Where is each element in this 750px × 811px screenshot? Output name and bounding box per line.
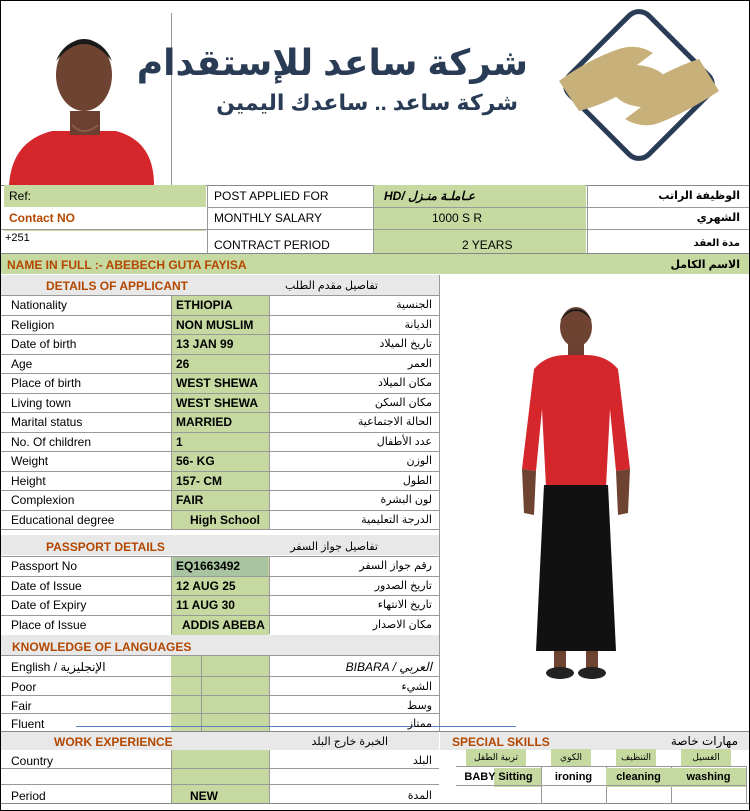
detail-ar: لون البشرة — [380, 494, 432, 506]
country-ar: البلد — [412, 755, 432, 767]
passport-ar: تاريخ الانتهاء — [377, 599, 432, 611]
detail-value: High School — [190, 513, 260, 527]
detail-ar: الوزن — [406, 455, 432, 467]
details-header: DETAILS OF APPLICANT — [46, 279, 188, 293]
detail-ar: العمر — [407, 358, 432, 370]
detail-ar: الجنسية — [396, 299, 432, 311]
hands-logo — [549, 19, 729, 161]
detail-label: No. Of children — [11, 435, 92, 449]
skill-item: BABY Sitting — [456, 768, 541, 787]
skill-item: washing — [671, 768, 746, 787]
phone-prefix: +251 — [5, 232, 30, 244]
detail-value: 56- KG — [176, 454, 215, 468]
skills-header: SPECIAL SKILLS — [452, 735, 550, 749]
full-name-ar: الاسم الكامل — [670, 259, 740, 271]
col-line — [171, 295, 172, 529]
skill-item: ironing — [554, 771, 593, 783]
skill-ar: الكوي — [551, 749, 591, 766]
salary-label: MONTHLY SALARY — [214, 211, 323, 225]
skills-header-ar: مهارات خاصة — [670, 734, 738, 748]
post-value: HD/ عـاملـة منـزل — [384, 189, 475, 203]
passport-ar: مكان الاصدار — [372, 619, 432, 631]
detail-value: 26 — [176, 357, 190, 371]
col-line — [746, 766, 747, 804]
period-value: NEW — [190, 789, 218, 803]
col-line — [269, 295, 270, 529]
period-ar: المدة — [407, 790, 432, 802]
detail-value: 1 — [176, 435, 183, 449]
detail-ar: الدرجة التعليمية — [361, 514, 432, 526]
passport-value: ADDIS ABEBA — [182, 618, 265, 632]
detail-value: ETHIOPIA — [176, 298, 233, 312]
detail-value: 13 JAN 99 — [176, 337, 234, 351]
row-line — [1, 529, 439, 530]
detail-label: Age — [11, 357, 33, 371]
lang-fluent: Fluent — [11, 717, 45, 731]
detail-label: Educational degree — [11, 513, 115, 527]
lang-fair: Fair — [11, 699, 32, 713]
lang-fair-ar: وسط — [407, 700, 432, 712]
detail-value: NON MUSLIM — [176, 318, 254, 332]
detail-label: Complexion — [11, 493, 75, 507]
passport-ar: رقم جواز السفر — [359, 560, 432, 572]
full-body-photo — [506, 299, 646, 691]
post-ar: الوظيفة الراتب — [658, 190, 740, 202]
col-line — [269, 556, 270, 634]
detail-label: Religion — [11, 318, 55, 332]
lang-english: English / الإنجليزية — [11, 660, 106, 674]
detail-value: FAIR — [176, 493, 204, 507]
passport-value: 11 AUG 30 — [176, 598, 235, 612]
detail-value: WEST SHEWA — [176, 376, 259, 390]
detail-label: Marital status — [11, 415, 83, 429]
detail-ar: الحالة الاجتماعية — [357, 416, 432, 428]
passport-label: Passport No — [11, 559, 78, 573]
detail-value: 157- CM — [176, 474, 223, 488]
contract-label: CONTRACT PERIOD — [214, 238, 330, 252]
work-header-ar: الخبرة خارج البلد — [311, 736, 388, 748]
detail-value: MARRIED — [176, 415, 232, 429]
company-name: شركة ساعد للإستقدام — [136, 42, 528, 83]
company-slogan: شركة ساعد .. ساعدك اليمين — [216, 90, 518, 115]
lang-poor-ar: الشيء — [401, 681, 432, 693]
full-name: NAME IN FULL :- ABEBECH GUTA FAYISA — [7, 258, 247, 272]
detail-label: Place of birth — [11, 376, 82, 390]
detail-ar: تاريخ الميلاد — [379, 338, 432, 350]
detail-ar: مكان الميلاد — [377, 377, 432, 389]
detail-value: WEST SHEWA — [176, 396, 259, 410]
lang-fluent-ar: ممتاز — [407, 718, 432, 730]
contract-ar: مدة العقد — [693, 238, 740, 249]
skill-ar: التنظيف — [616, 749, 656, 766]
portrait-photo — [4, 13, 169, 185]
detail-label: Weight — [11, 454, 49, 468]
contract-value: 2 YEARS — [462, 238, 513, 252]
post-label: POST APPLIED FOR — [214, 189, 329, 203]
passport-header: PASSPORT DETAILS — [46, 540, 165, 554]
detail-label: Living town — [11, 396, 72, 410]
passport-label: Date of Expiry — [11, 598, 87, 612]
passport-value: EQ1663492 — [173, 557, 268, 576]
lang-poor: Poor — [11, 680, 37, 694]
passport-label: Place of Issue — [11, 618, 87, 632]
work-header: WORK EXPERIENCE — [54, 735, 173, 749]
passport-label: Date of Issue — [11, 579, 82, 593]
skill-ar: الغسيل — [681, 749, 731, 766]
contact-label: Contact NO — [9, 211, 75, 225]
skill-item: cleaning — [606, 768, 671, 787]
detail-ar: عدد الأطفال — [376, 436, 432, 448]
detail-ar: مكان السكن — [374, 397, 432, 409]
detail-label: Height — [11, 474, 46, 488]
passport-ar: تاريخ الصدور — [374, 580, 432, 592]
skill-ar: تربية الطفل — [466, 749, 526, 766]
passport-value: 12 AUG 25 — [176, 579, 236, 593]
passport-header-ar: تفاصيل جواز السفر — [290, 541, 378, 553]
period-label: Period — [11, 789, 46, 803]
salary-ar: الشهري — [696, 212, 740, 224]
languages-header: KNOWLEDGE OF LANGUAGES — [12, 640, 192, 654]
detail-ar: الديانة — [404, 319, 432, 331]
detail-label: Date of birth — [11, 337, 77, 351]
salary-value: 1000 S R — [432, 211, 483, 225]
detail-ar: الطول — [402, 475, 432, 487]
col-line — [171, 556, 172, 634]
details-header-ar: تفاصيل مقدم الطلب — [285, 280, 378, 292]
lang-arabic: BIBARA / العربي — [345, 660, 432, 674]
detail-label: Nationality — [11, 298, 68, 312]
country-label: Country — [11, 754, 54, 768]
ref-label: Ref: — [9, 189, 32, 203]
